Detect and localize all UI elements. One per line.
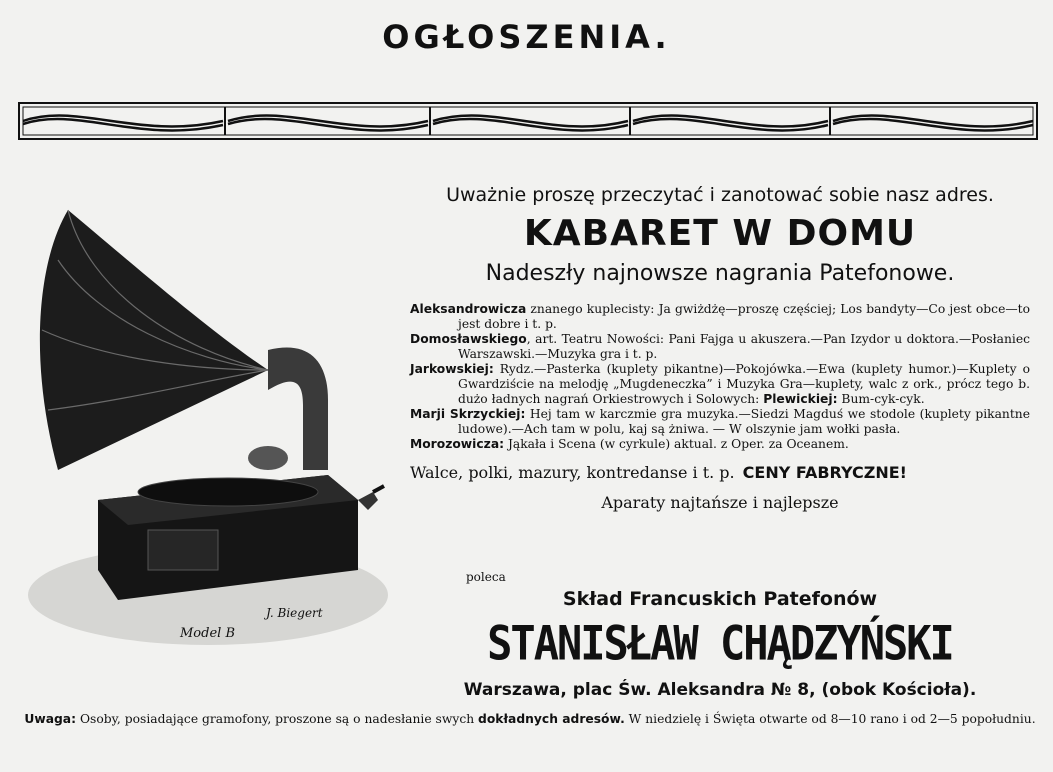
shop-address: Warszawa, plac Św. Aleksandra № 8, (obok Kościoła). [463, 680, 977, 700]
artist-name: Aleksandrowicza [410, 302, 527, 316]
ornamental-border [18, 100, 1038, 142]
entry-text: Jąkała i Scena (w cyrkule) aktual. z Oper. za Oceanem. [504, 437, 849, 452]
note-label: Uwaga: [24, 712, 77, 726]
note-text: Osoby, posiadające gramofony, proszone są o nadesłanie swych [76, 712, 479, 726]
artist-name: Marji Skrzyckiej: [410, 407, 526, 422]
main-copy [410, 180, 1030, 514]
entry-text: , art. Teatru Nowości: Pani Fajga u akuszera.—Pan Izydor u doktora.—Posłaniec Warszawski.—Muzyka gra i t. p. [458, 332, 1030, 361]
subhead: Nadeszły najnowsze nagrania Patefonowe. [485, 261, 955, 286]
footer-note [20, 712, 1040, 727]
list-item [410, 302, 1030, 331]
owner-name: STANISŁAW CHĄDZYŃSKI [487, 616, 953, 671]
artist-name: Morozowicza: [410, 437, 505, 452]
headline: KABARET W DOMU [523, 213, 917, 254]
masthead-title: OGŁOSZENIA. [382, 18, 671, 56]
genres-line [410, 462, 1030, 484]
list-item [410, 332, 1030, 361]
list-item [410, 407, 1030, 436]
recordings-list [410, 302, 1030, 452]
genres-text: Walce, polki, mazury, kontredanse i t. p. [410, 462, 735, 482]
gramophone-illustration [28, 200, 408, 650]
list-item [410, 362, 1030, 406]
shop-name: Skład Francuskich Patefonów [562, 588, 878, 610]
entry-text: Bum-cyk-cyk. [837, 391, 925, 406]
prices-text: CENY FABRYCZNE! [742, 462, 907, 482]
artist-name: Jarkowskiej: [410, 362, 494, 377]
note-emphasis: dokładnych adresów. [478, 712, 625, 726]
apparatus-line: Aparaty najtańsze i najlepsze [601, 492, 839, 512]
entry-text: Rydz.—Pasterka (kuplety pikantne)—Pokojówka.—Ewa (kuplety humor.)—Kuplety o Gwardziście na melodję „Mugdeneczka” i Muzyka Gra—kuplety, walc z ork., prócz tego b. dużo ładnych nagrań Orkiestrowych i Solowych: [458, 362, 1030, 406]
illustrator-signature: J. Biegert [266, 606, 323, 620]
recommends-word: poleca [466, 570, 506, 584]
entry-text: Hej tam w karczmie gra muzyka.—Siedzi Magduś we stodole (kuplety pikantne ludowe).—Ach tam w polu, kaj są żniwa. — W olszynie jam wołki pasła. [458, 407, 1030, 436]
artist-name: Domosławskiego [410, 332, 527, 347]
artist-name: Plewickiej: [763, 391, 838, 406]
entry-text: znanego kuplecisty: Ja gwiżdżę—proszę częściej; Los bandyty—Co jest obce—to jest dobre i t. p. [458, 302, 1030, 331]
list-item [410, 437, 1030, 452]
model-caption: Model B [180, 626, 235, 641]
note-text-2: W niedzielę i Święta otwarte od 8—10 rano i od 2—5 popołudniu. [624, 712, 1036, 726]
intro-line: Uważnie proszę przeczytać i zanotować sobie nasz adres. [446, 184, 994, 206]
